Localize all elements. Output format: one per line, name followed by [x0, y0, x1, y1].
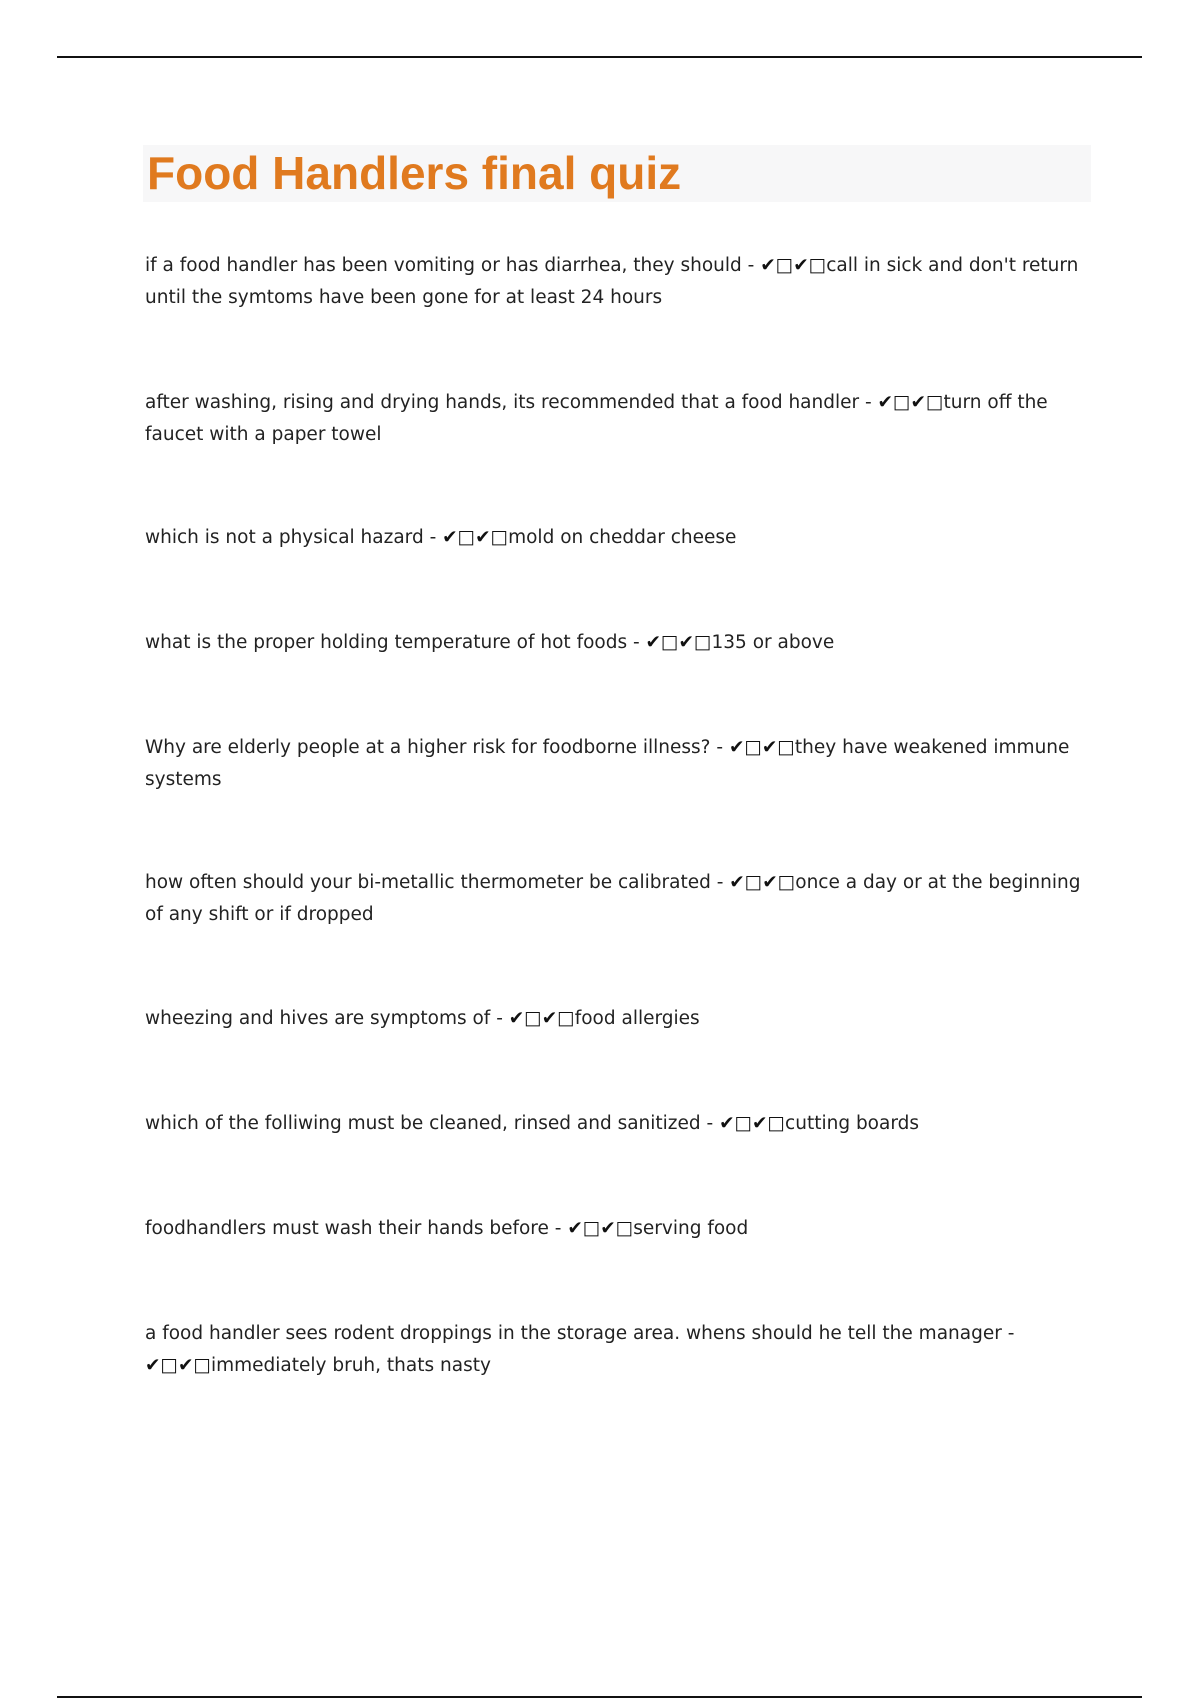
qa-item	[145, 1318, 1085, 1382]
answer-text: cutting boards	[785, 1113, 920, 1134]
answer-text: mold on cheddar cheese	[508, 527, 737, 548]
qa-item	[145, 250, 1085, 314]
answer-text: call in sick and don't return until the symtoms have been gone for at least 24 hours	[145, 255, 1079, 308]
qa-item	[145, 867, 1085, 931]
check-marker-icon: ✔□✔□	[442, 527, 509, 548]
question-text: foodhandlers must wash their hands before	[145, 1218, 549, 1239]
bottom-rule	[57, 1696, 1142, 1698]
answer-text: food allergies	[574, 1008, 700, 1029]
separator: -	[710, 737, 729, 758]
qa-item	[145, 627, 1085, 659]
check-marker-icon: ✔□✔□	[877, 392, 944, 413]
answer-text: they have weakened immune systems	[145, 737, 1070, 790]
separator: -	[548, 1218, 568, 1239]
qa-item	[145, 1108, 1085, 1140]
top-rule	[57, 56, 1142, 58]
separator: -	[859, 392, 878, 413]
separator: -	[710, 872, 730, 893]
question-text: after washing, rising and drying hands, its recommended that a food handler	[145, 392, 860, 413]
answer-text: once a day or at the beginning of any shift or if dropped	[145, 872, 1081, 925]
question-text: how often should your bi-metallic thermometer be calibrated	[145, 872, 711, 893]
question-text: Why are elderly people at a higher risk for foodborne illness?	[145, 737, 711, 758]
separator: -	[1001, 1323, 1015, 1344]
check-marker-icon: ✔□✔□	[508, 1008, 575, 1029]
question-text: what is the proper holding temperature of hot foods	[145, 632, 628, 653]
check-marker-icon: ✔□✔□	[760, 255, 827, 276]
question-text: if a food handler has been vomiting or has diarrhea, they should	[145, 255, 742, 276]
qa-item	[145, 1003, 1085, 1035]
qa-item	[145, 1213, 1085, 1245]
answer-text: 135 or above	[711, 632, 835, 653]
question-text: a food handler sees rodent droppings in the storage area. whens should he tell the manager	[145, 1323, 1002, 1344]
answer-text: turn off the faucet with a paper towel	[145, 392, 1048, 445]
question-text: which is not a physical hazard	[145, 527, 424, 548]
check-marker-icon: ✔□✔□	[567, 1218, 634, 1239]
check-marker-icon: ✔□✔□	[729, 872, 796, 893]
question-text: which of the folliwing must be cleaned, rinsed and sanitized	[145, 1113, 701, 1134]
separator: -	[741, 255, 761, 276]
check-marker-icon: ✔□✔□	[645, 632, 712, 653]
question-text: wheezing and hives are symptoms of	[145, 1008, 491, 1029]
check-marker-icon: ✔□✔□	[728, 737, 795, 758]
answer-text: serving food	[633, 1218, 749, 1239]
separator: -	[490, 1008, 509, 1029]
separator: -	[423, 527, 443, 548]
qa-item	[145, 522, 1085, 554]
qa-item	[145, 387, 1085, 451]
check-marker-icon: ✔□✔□	[719, 1113, 786, 1134]
check-marker-icon: ✔□✔□	[145, 1355, 211, 1376]
document-title: Food Handlers final quiz	[147, 147, 682, 199]
qa-item	[145, 732, 1085, 796]
answer-text: immediately bruh, thats nasty	[210, 1355, 491, 1376]
separator: -	[627, 632, 646, 653]
separator: -	[700, 1113, 720, 1134]
